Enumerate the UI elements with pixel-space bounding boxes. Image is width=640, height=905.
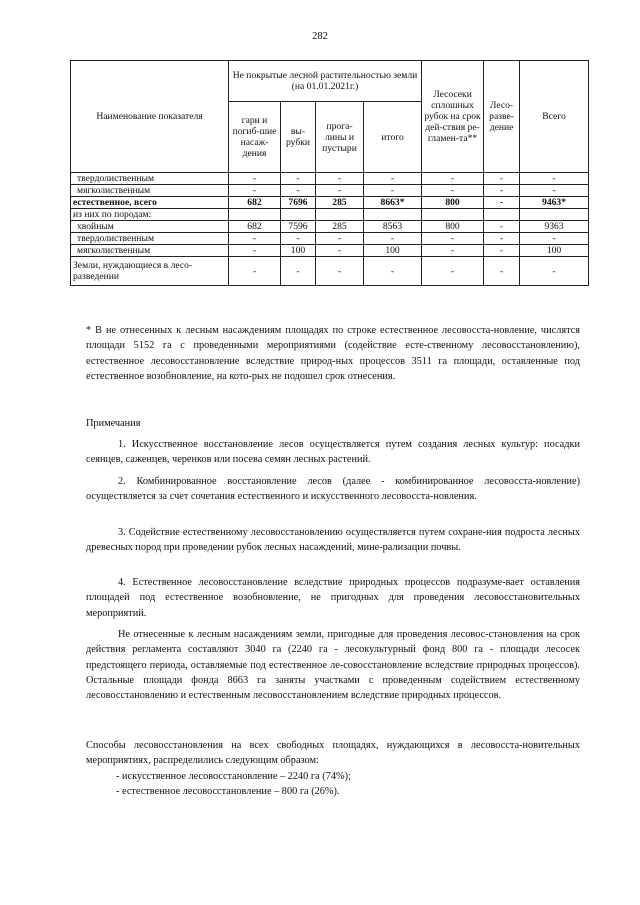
page-number: 282 [312,31,328,42]
table-cell: - [484,185,520,197]
footnote-text: * В не отнесенных к лесным насаждениям площадях по строке естественное лесовосста-новление, числятся площади 5152 га с проведенными мероприятиями (содействие есте-ственному лесовосстановлению), естественное лесовосстановление вследствие природ-ных процессов 3511 га площади, оставленные под естественное возобновление, на кото-рых не подошел срок отнесения. [86,325,580,382]
header-logging: Лесосеки сплошных рубок на срок дей-ствия ре-гламен-та** [422,61,484,173]
header-name: Наименование показателя [71,61,229,173]
subheader-cuttings: вы-рубки [281,102,316,173]
notes-heading-text: Примечания [86,418,141,429]
row-label: твердолиственным [71,173,229,185]
table-cell: 682 [229,197,281,209]
header-afforestation: Лесо-разве-дение [484,61,520,173]
note-5 [86,627,580,703]
table-cell-empty [422,209,484,221]
table-cell: 7596 [281,221,316,233]
table-cell: - [422,233,484,245]
methods-item: - искусственное лесовосстановление – 2240 га (74%); [116,770,351,782]
subheader-glades: прога-лины и пустыри [316,102,364,173]
table-cell: 8563 [364,221,422,233]
table-cell: - [281,185,316,197]
table-cell: - [281,257,316,286]
row-label: хвойным [71,221,229,233]
table-cell-empty [316,209,364,221]
table-row [71,245,589,257]
table-row [71,221,589,233]
table-cell: 100 [364,245,422,257]
table-cell: 100 [281,245,316,257]
row-label: твердолиственным [71,233,229,245]
table-cell: - [229,233,281,245]
methods-intro: Способы лесовосстановления на всех свободных площадях, нуждающихся в лесовосста-новительных мероприятиях, распределились следующим образом: [86,740,580,767]
table-cell-empty [281,209,316,221]
note-text: 4. Естественное лесовосстановление вследствие природных процессов подразуме-вает оставления площадей под естественное возобновление, не пригодных для проведения лесовосстановительных мероприятий. [86,577,580,619]
table-cell: 800 [422,221,484,233]
table-cell: 8663* [364,197,422,209]
note-1 [86,437,580,468]
table-cell: 800 [422,197,484,209]
table-cell-empty [484,209,520,221]
table-row [71,209,589,221]
table-cell: - [229,173,281,185]
table-cell: - [229,257,281,286]
table-cell: - [316,173,364,185]
row-label: мягколиственным [71,185,229,197]
note-text: 1. Искусственное восстановление лесов осуществляется путем создания лесных культур: посадки сеянцев, саженцев, черенков или посева семян лесных растений. [86,439,580,466]
footnote [86,323,580,384]
note-text: 2. Комбинированное восстановление лесов (далее - комбинированное лесовосста-новление) осуществляется за счет сочетания естественного и искусственного лесовосста-новления. [86,476,580,503]
subheader-burnt: гари и погиб-шие насаж-дения [229,102,281,173]
note-3 [86,525,580,556]
reforestation-table [70,60,589,286]
table-cell: - [281,233,316,245]
table-cell: - [484,257,520,286]
table-cell: - [422,173,484,185]
table-cell: 9463* [520,197,589,209]
table-cell: - [520,185,589,197]
table-row [71,233,589,245]
table-cell: - [316,185,364,197]
table-row [71,173,589,185]
table-cell: 285 [316,197,364,209]
table-cell: - [520,257,589,286]
table-cell: - [364,185,422,197]
table-cell: - [484,221,520,233]
methods-item: - естественное лесовосстановление – 800 га (26%). [116,785,340,797]
table-cell: - [422,245,484,257]
row-label: из них по породам: [71,209,229,221]
row-label: естественное, всего [71,197,229,209]
table-cell: - [484,233,520,245]
table-cell: - [364,257,422,286]
table-cell: 7696 [281,197,316,209]
note-text: 3. Содействие естественному лесовосстановлению осуществляется путем сохране-ния подроста лесных древесных пород при проведении рубок лесных насаждений, мине-рализации почвы. [86,527,580,554]
table-cell-empty [364,209,422,221]
table-cell: 100 [520,245,589,257]
table-cell-empty [520,209,589,221]
table-cell: - [281,173,316,185]
table-cell: - [316,245,364,257]
table-cell: 9363 [520,221,589,233]
table-cell: - [364,233,422,245]
methods-section [86,738,580,799]
notes-heading [86,416,580,431]
table-row [71,185,589,197]
table-cell: - [364,173,422,185]
table-cell: - [520,233,589,245]
subheader-subtotal: итого [364,102,422,173]
table-row [71,257,589,286]
table-cell: 682 [229,221,281,233]
note-text: Не отнесенные к лесным насаждениям земли, пригодные для проведения лесовос-становления на срок действия регламента составляют 3040 га (2240 га - лесокультурный фонд 800 га - площади лесосек предстоящего периода, оставляемые под естественное ле-совосстановление вследствие природных процессов). Остальные площади фонда 8663 га заняты участками с проведенным содействием естественному лесовосстановлению и естественным лесовосстановлением вследствие природных процессов. [86,629,580,702]
table-cell: - [316,257,364,286]
table-cell: - [520,173,589,185]
note-2 [86,474,580,505]
table-cell: - [422,185,484,197]
table-body [71,173,589,286]
row-label: мягколиственным [71,245,229,257]
table-cell: - [422,257,484,286]
table-cell: 285 [316,221,364,233]
row-label: Земли, нуждающиеся в лесо-разведении [71,257,229,286]
table-cell: - [229,245,281,257]
header-total: Всего [520,61,589,173]
table-cell: - [484,197,520,209]
table-cell: - [316,233,364,245]
header-group: Не покрытые лесной растительностью земли (на 01.01.2021г.) [229,61,422,102]
table-cell: - [229,185,281,197]
table-header-row-1 [71,61,589,102]
table-row [71,197,589,209]
table-cell-empty [229,209,281,221]
note-4 [86,575,580,621]
table-cell: - [484,173,520,185]
table-cell: - [484,245,520,257]
